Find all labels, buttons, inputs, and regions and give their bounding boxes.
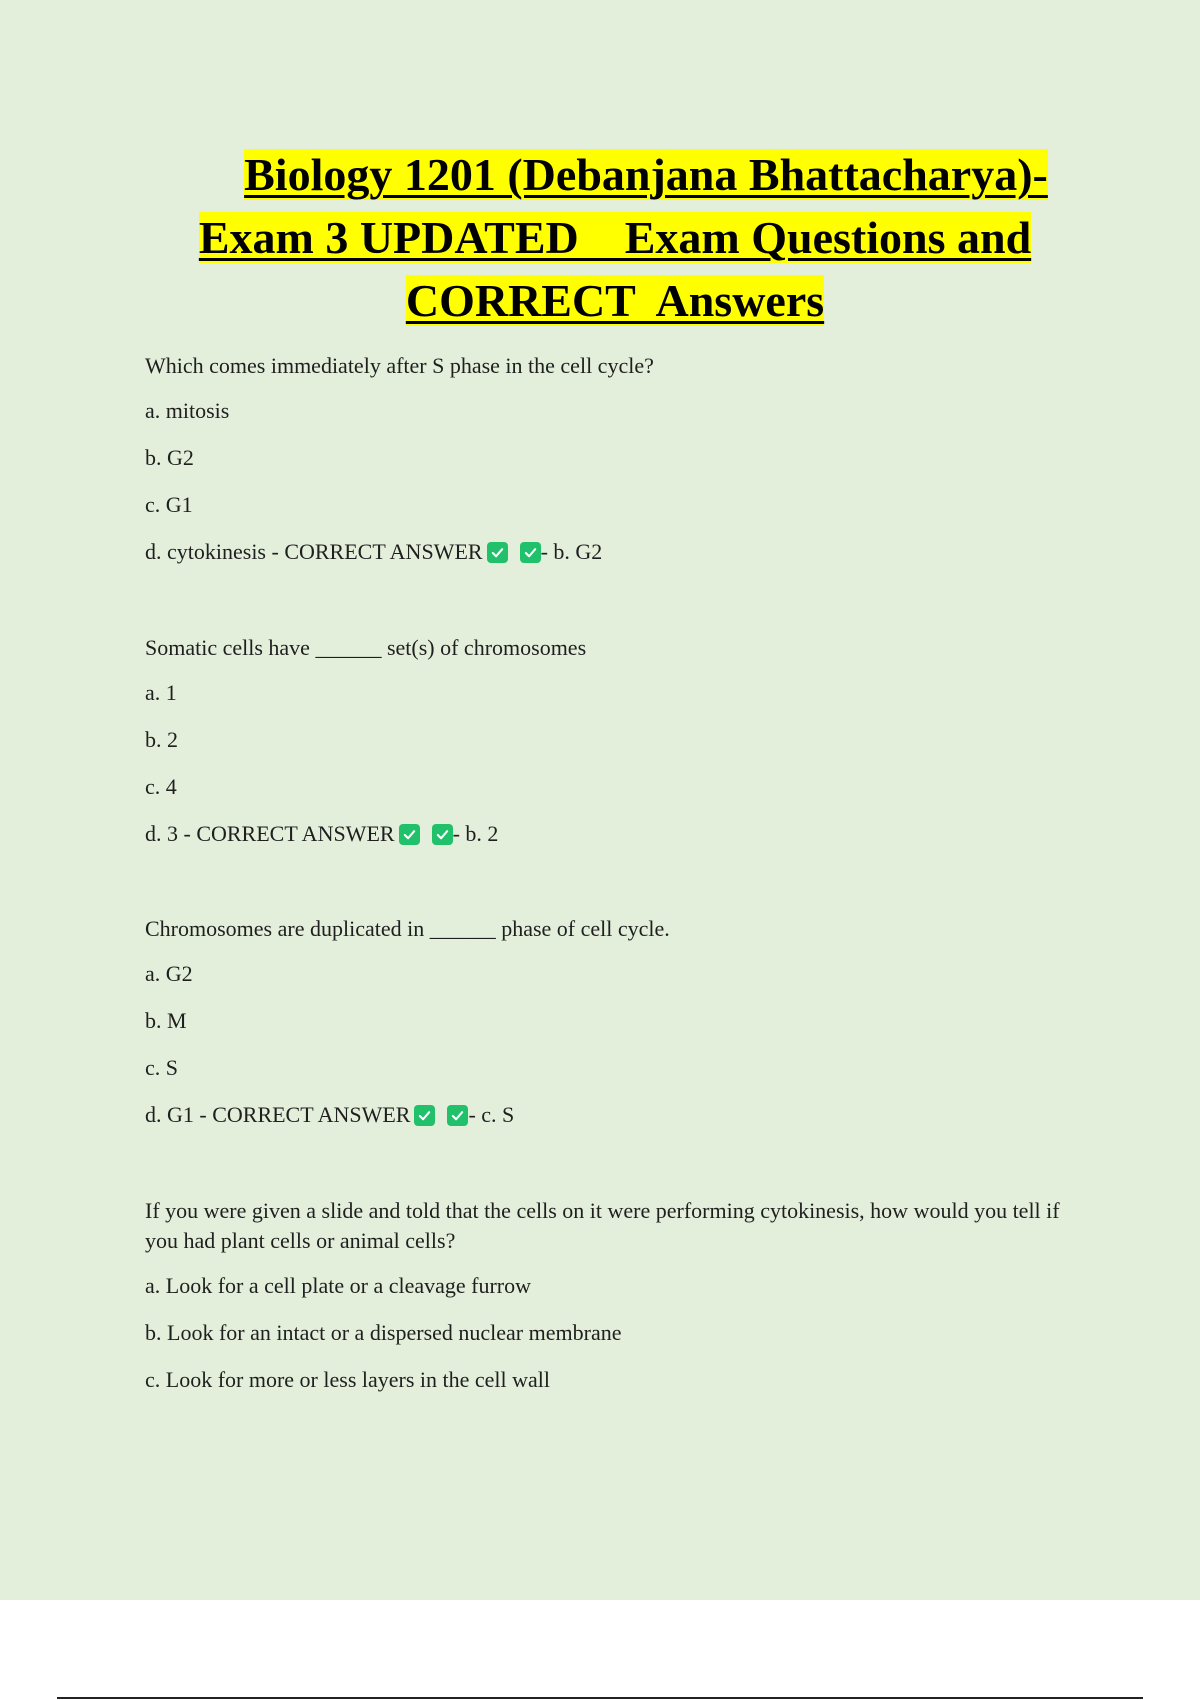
check-box-icon	[520, 542, 541, 563]
question-text: If you were given a slide and told that the cells on it were performing cytokinesis, how would you tell if you had plant cells or animal cells?	[145, 1198, 1060, 1253]
check-box-icon	[487, 542, 508, 563]
option-c: c. Look for more or less layers in the cell wall	[145, 1367, 551, 1392]
check-box-icon	[399, 824, 420, 845]
option-a: a. G2	[145, 961, 193, 986]
check-box-icon	[414, 1105, 435, 1126]
option-d-with-answer	[145, 537, 1075, 567]
option-a: a. Look for a cell plate or a cleavage furrow	[145, 1273, 532, 1298]
question-text: Chromosomes are duplicated in ______ phase of cell cycle.	[145, 916, 670, 941]
option-c: c. G1	[145, 492, 193, 517]
option-b: b. 2	[145, 727, 178, 752]
correct-answer: - b. G2	[540, 539, 603, 564]
correct-answer: - c. S	[468, 1102, 515, 1127]
question-2	[145, 633, 1075, 866]
option-b: b. Look for an intact or a dispersed nuclear membrane	[145, 1320, 622, 1345]
option-b: b. G2	[145, 445, 194, 470]
option-d-with-answer	[145, 1100, 1075, 1130]
check-box-icon	[432, 824, 453, 845]
option-c: c. S	[145, 1055, 178, 1080]
option-d: d. cytokinesis - CORRECT ANSWER	[145, 539, 483, 564]
title-line-1: Biology 1201 (Debanjana Bhattacharya)-	[244, 149, 1048, 200]
document-title	[150, 143, 1080, 332]
question-text: Somatic cells have ______ set(s) of chromosomes	[145, 635, 587, 660]
option-d: d. G1 - CORRECT ANSWER	[145, 1102, 411, 1127]
question-1	[145, 351, 1075, 584]
correct-answer: - b. 2	[452, 821, 499, 846]
question-3	[145, 914, 1075, 1147]
check-box-icon	[447, 1105, 468, 1126]
title-line-2: Exam 3 UPDATED Exam Questions and	[198, 212, 1032, 263]
title-line-3: CORRECT Answers	[405, 275, 825, 326]
option-d: d. 3 - CORRECT ANSWER	[145, 821, 395, 846]
option-b: b. M	[145, 1008, 187, 1033]
question-4	[145, 1196, 1075, 1412]
option-a: a. mitosis	[145, 398, 230, 423]
option-d-with-answer	[145, 819, 1075, 849]
option-c: c. 4	[145, 774, 177, 799]
question-text: Which comes immediately after S phase in the cell cycle?	[145, 353, 654, 378]
footer-divider	[57, 1697, 1143, 1699]
option-a: a. 1	[145, 680, 177, 705]
